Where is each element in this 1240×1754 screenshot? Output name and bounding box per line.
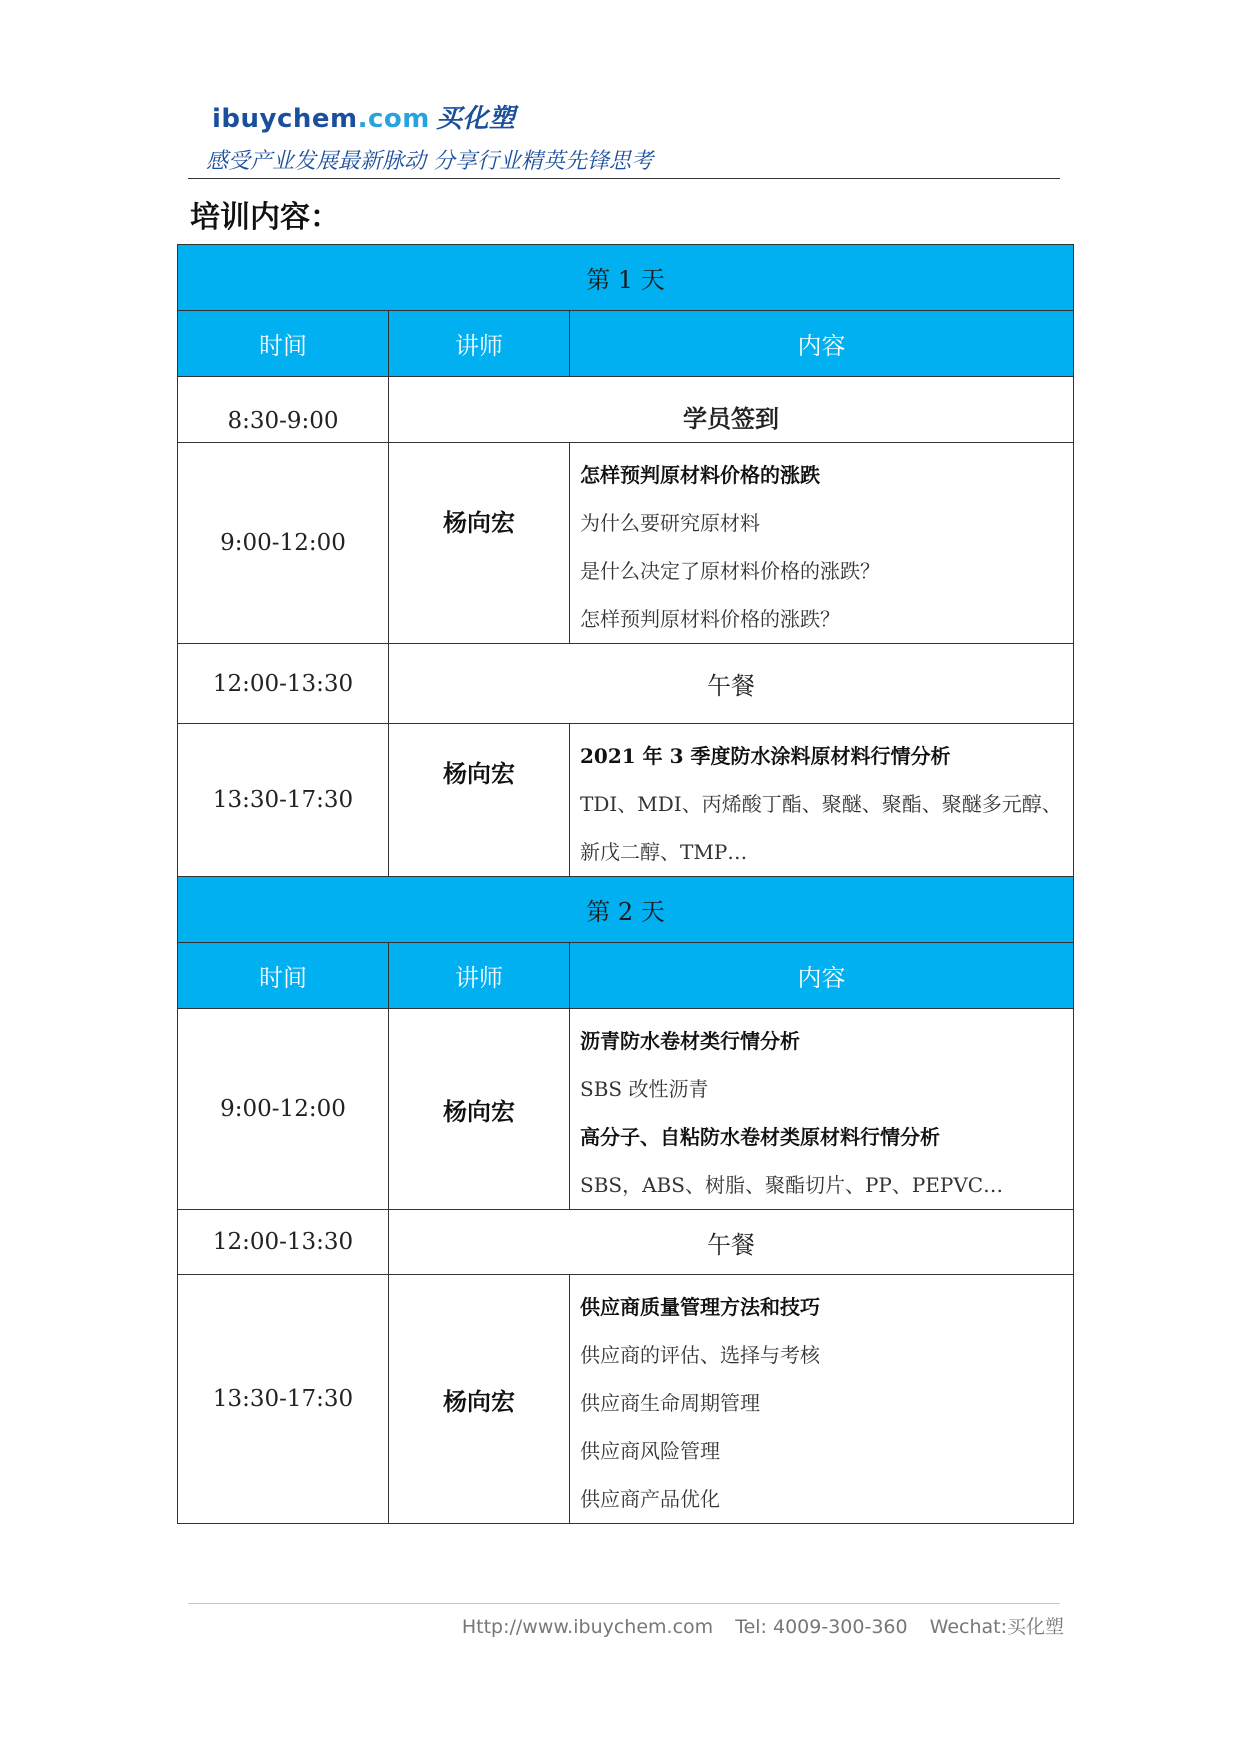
logo-text-ibuychem: ibuychem	[212, 104, 358, 134]
footer-wechat: Wechat:买化塑	[929, 1616, 1064, 1638]
day-2-header-row	[178, 877, 1074, 943]
content-line: 供应商生命周期管理	[580, 1391, 760, 1415]
day-2-title: 第 2 天	[178, 877, 1074, 943]
column-header-teacher: 讲师	[389, 943, 570, 1009]
page-footer	[446, 1612, 1064, 1639]
time-cell: 13:30-17:30	[178, 1275, 389, 1524]
column-header-teacher: 讲师	[389, 311, 570, 377]
time-cell: 9:00-12:00	[178, 1009, 389, 1210]
table-row-lunch	[178, 1210, 1074, 1275]
content-line: TDI、MDI、丙烯酸丁酯、聚醚、聚酯、聚醚多元醇、	[580, 792, 1062, 816]
footer-url: Http://www.ibuychem.com	[461, 1616, 714, 1638]
content-line: 新戊二醇、TMP…	[580, 840, 748, 864]
column-header-time: 时间	[178, 943, 389, 1009]
column-header-content: 内容	[570, 311, 1074, 377]
table-row-lunch	[178, 644, 1074, 724]
content-cell	[570, 1009, 1074, 1210]
training-schedule-table	[177, 244, 1074, 1524]
teacher-cell: 杨向宏	[389, 724, 570, 877]
content-cell	[570, 1275, 1074, 1524]
content-line: 供应商的评估、选择与考核	[580, 1343, 820, 1367]
teacher-cell: 杨向宏	[389, 443, 570, 644]
content-line: 怎样预判原材料价格的涨跌	[580, 463, 820, 487]
time-cell: 12:00-13:30	[178, 1210, 389, 1275]
footer-tel: Tel: 4009-300-360	[735, 1616, 908, 1638]
column-header-content: 内容	[570, 943, 1074, 1009]
signin-cell: 学员签到	[389, 377, 1074, 443]
teacher-cell: 杨向宏	[389, 1009, 570, 1210]
time-cell: 12:00-13:30	[178, 644, 389, 724]
content-cell	[570, 443, 1074, 644]
time-cell: 8:30-9:00	[178, 377, 389, 443]
table-row-session	[178, 443, 1074, 644]
section-title: 培训内容：	[190, 200, 340, 235]
footer-divider	[188, 1603, 1060, 1604]
day-1-column-headers	[178, 311, 1074, 377]
table-row-session	[178, 1275, 1074, 1524]
ibuychem-logo	[212, 98, 515, 135]
day-2-column-headers	[178, 943, 1074, 1009]
table-row-signin	[178, 377, 1074, 443]
lunch-cell: 午餐	[389, 644, 1074, 724]
content-line: 怎样预判原材料价格的涨跌？	[580, 607, 840, 631]
time-cell: 13:30-17:30	[178, 724, 389, 877]
logo-text-chinese: 买化塑	[435, 104, 516, 134]
header-divider	[188, 178, 1060, 179]
content-line: 供应商质量管理方法和技巧	[580, 1295, 820, 1319]
content-line: 是什么决定了原材料价格的涨跌？	[580, 559, 880, 583]
content-line: 高分子、自粘防水卷材类原材料行情分析	[580, 1125, 940, 1149]
logo-text-com: .com	[357, 104, 430, 134]
content-line: 2021 年 3 季度防水涂料原材料行情分析	[580, 744, 951, 768]
day-1-title: 第 1 天	[178, 245, 1074, 311]
column-header-time: 时间	[178, 311, 389, 377]
table-row-session	[178, 724, 1074, 877]
table-row-session	[178, 1009, 1074, 1210]
content-cell	[570, 724, 1074, 877]
content-line: 供应商产品优化	[580, 1487, 720, 1511]
content-line: 供应商风险管理	[580, 1439, 720, 1463]
content-line: SBS 改性沥青	[580, 1077, 709, 1101]
content-line: 为什么要研究原材料	[580, 511, 760, 535]
teacher-cell: 杨向宏	[389, 1275, 570, 1524]
content-line: SBS，ABS、树脂、聚酯切片、PP、PEPVC…	[580, 1173, 1004, 1197]
content-line: 沥青防水卷材类行情分析	[580, 1029, 800, 1053]
header-tagline: 感受产业发展最新脉动 分享行业精英先锋思考	[206, 149, 653, 174]
lunch-cell: 午餐	[389, 1210, 1074, 1275]
day-1-header-row	[178, 245, 1074, 311]
time-cell: 9:00-12:00	[178, 443, 389, 644]
